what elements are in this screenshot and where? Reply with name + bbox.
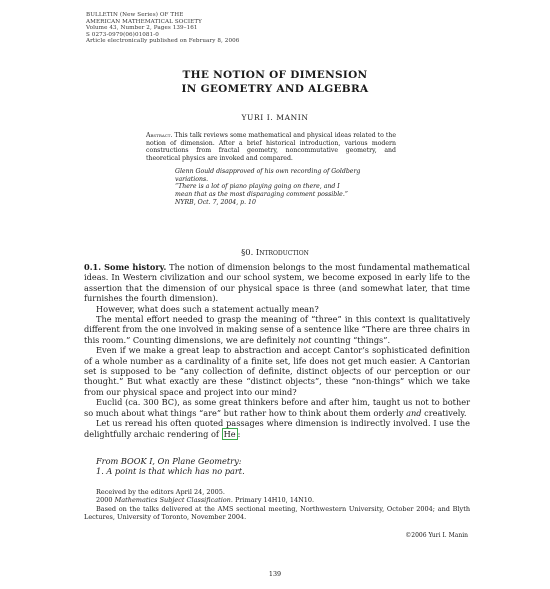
header-line: Article electronically published on February 8, 2006 (86, 38, 240, 45)
based-note: Based on the talks delivered at the AMS sectional meeting, Northwestern University, October 2004; and Blyth Lectures, University of Toronto, November 2004. (84, 504, 470, 522)
section-number: §0. (241, 247, 254, 257)
journal-header (86, 12, 239, 45)
abstract-label: Abstract. (146, 132, 173, 139)
paragraph: Euclid (ca. 300 BC), as some great thinkers before and after him, taught us not to bother so much about what things “are” but rather how to think about them orderly and creatively. (84, 397, 470, 418)
epigraph-line: “There is a lot of piano playing going on there, and I (175, 183, 340, 191)
paper-title (0, 68, 550, 96)
epigraph-line: Glenn Gould disapproved of his own recording of Goldberg (175, 168, 361, 175)
paragraph: Even if we make a great leap to abstraction and accept Cantor’s sophisticated definition of a whole number as a cardinality of a finite set, life does not get much easier. A Cantorian set is supposed to be “any collection of definite, distinct objects of our perception or our thought.” But what exactly are these “distinct objects”, these “non-things” which we take from our physical space and project into our mind? (84, 345, 470, 397)
citation-link[interactable]: He (223, 428, 236, 439)
header-line: Volume 43, Number 2, Pages 139–161 (86, 25, 198, 32)
paragraph: Let us reread his often quoted passages where dimension is indirectly involved. I use the delightfully archaic rendering of He : (84, 418, 470, 439)
quote-line: 1. A point is that which has no part. (96, 466, 245, 477)
msc-note: 2000 Mathematics Subject Classification. Primary 14H10, 14N10. (96, 496, 315, 505)
section-heading (0, 247, 550, 257)
epigraph-line: mean that as the most disparaging comment possible.” (175, 191, 348, 199)
header-line: AMERICAN MATHEMATICAL SOCIETY (86, 18, 202, 25)
header-line: S 0273-0979(06)01081-0 (86, 31, 159, 38)
epigraph (175, 168, 390, 207)
paragraph: However, what does such a statement actually mean? (96, 303, 319, 314)
title-line-1: THE NOTION OF DIMENSION (182, 69, 368, 81)
footnotes (84, 488, 470, 522)
body-text (84, 262, 470, 439)
received-note: Received by the editors April 24, 2005. (96, 488, 225, 496)
header-line: BULLETIN (New Series) OF THE (86, 12, 184, 18)
paragraph: The mental effort needed to grasp the meaning of “three” in this context is qualitatively different from the one involved in making sense of a sentence like “There are three chairs in this room.” Counting dimensions, we are definitely not counting “things”. (84, 314, 470, 345)
abstract-text: This talk reviews some mathematical and physical ideas related to the notion of dimension. After a brief historical introduction, various modern constructions from fractal geometry, noncommutative geometry, and theoretical physics are invoked and compared. (146, 132, 396, 163)
epigraph-line: variations. (175, 175, 209, 183)
euclid-quote (96, 456, 245, 477)
abstract (146, 132, 396, 163)
paragraph: 0.1. Some history. The notion of dimension belongs to the most fundamental mathematical ideas. In Western civilization and our school system, we become exposed in early life to the assertion that the dimension of our physical space is three (and somewhat later, that time furnishes the fourth dimension). (84, 262, 470, 304)
subsection-heading: 0.1. Some history. (84, 262, 167, 272)
author-name: YURI I. MANIN (241, 113, 309, 122)
epigraph-line: NYRB, Oct. 7, 2004, p. 10 (175, 198, 256, 206)
title-line-2: IN GEOMETRY AND ALGEBRA (181, 83, 369, 95)
page-number: 139 (268, 570, 282, 578)
quote-line: From BOOK I, On Plane Geometry: (96, 456, 242, 466)
section-title: Introduction (255, 247, 309, 257)
copyright: ©2006 Yuri I. Manin (405, 532, 468, 539)
